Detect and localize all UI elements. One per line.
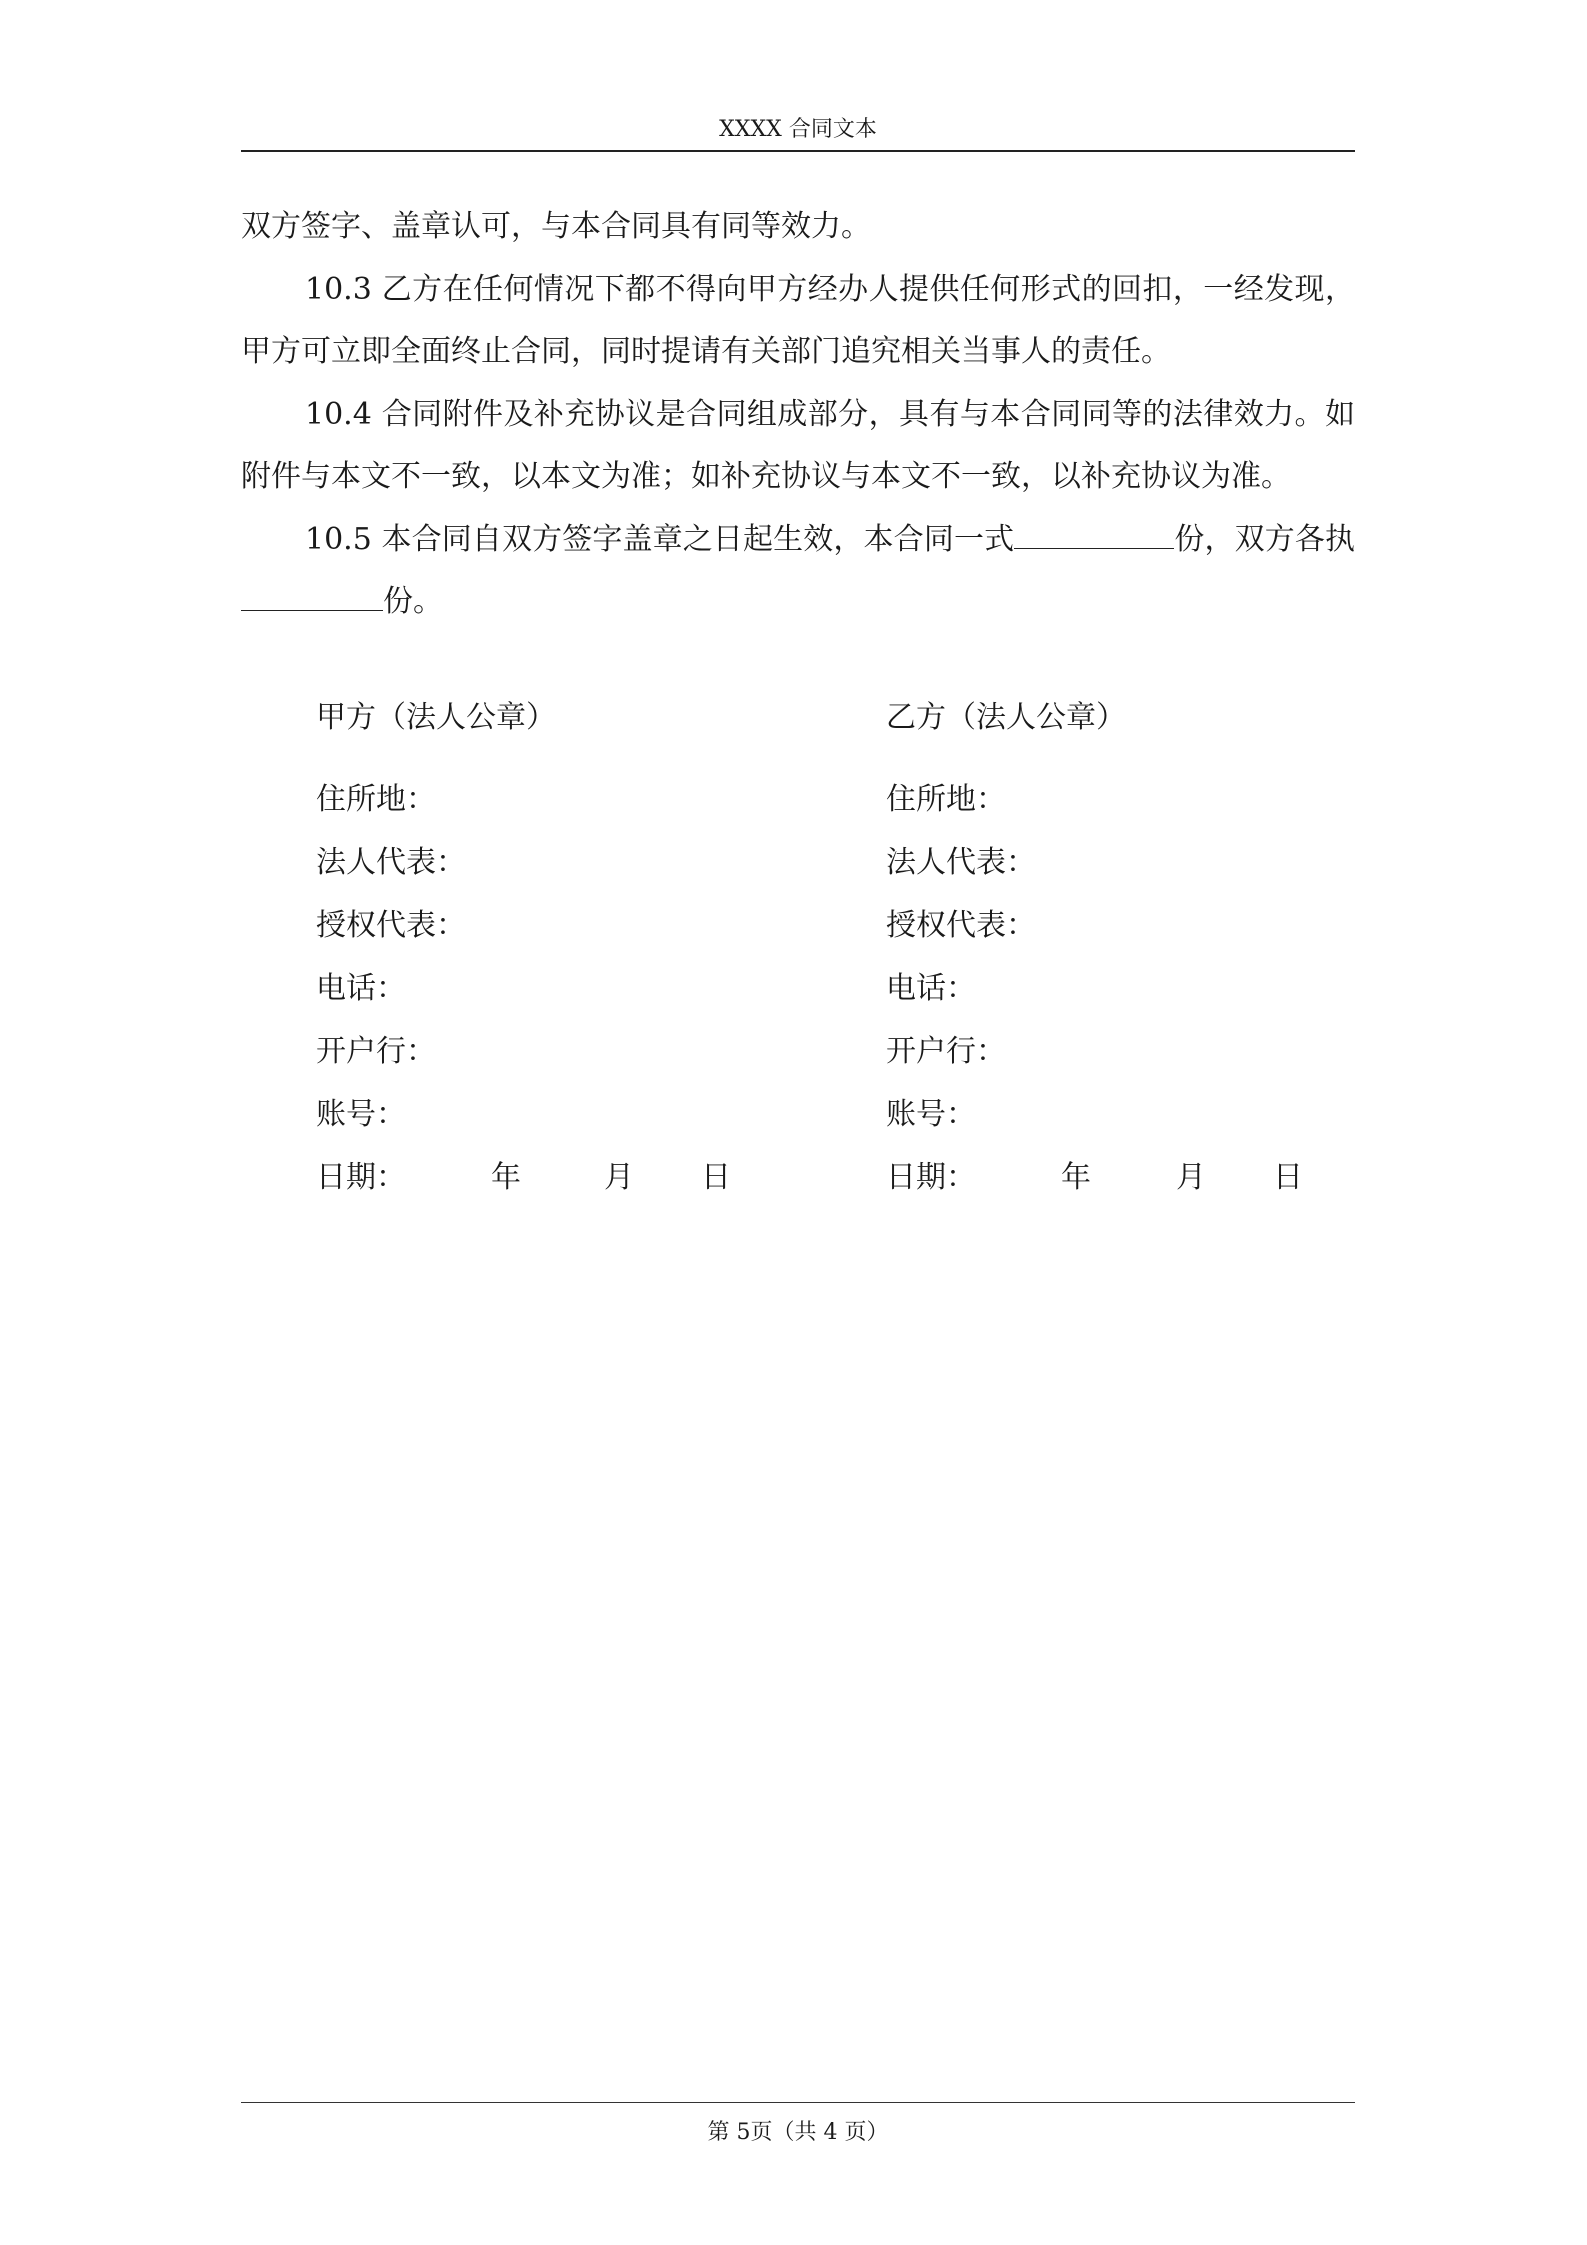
party-a-authorized-rep: 授权代表： — [316, 908, 466, 943]
party-a-date-label: 日期： — [316, 1160, 406, 1195]
party-b-day: 日 — [1273, 1160, 1303, 1195]
page-number: 第 5页（共 4 页） — [707, 2120, 889, 2145]
party-b-date-label: 日期： — [886, 1160, 976, 1195]
clause-10-4: 10.4 合同附件及补充协议是合同组成部分，具有与本合同同等的法律效力。如附件与本文不一致，以本文为准；如补充协议与本文不一致，以补充协议为准。 — [241, 396, 1355, 494]
copies-total-blank[interactable] — [1014, 518, 1174, 549]
party-a-phone: 电话： — [316, 971, 406, 1006]
party-b-month: 月 — [1176, 1160, 1206, 1195]
party-a-address: 住所地： — [316, 782, 436, 817]
clause-10-3: 10.3 乙方在任何情况下都不得向甲方经办人提供任何形式的回扣，一经发现，甲方可立即全面终止合同，同时提请有关部门追究相关当事人的责任。 — [241, 271, 1355, 369]
page-footer — [241, 2102, 1355, 2146]
party-a-date — [316, 1146, 731, 1209]
clause-10-5-text-1: 10.5 本合同自双方签字盖章之日起生效，本合同一式 — [305, 521, 1015, 557]
copies-each-blank[interactable] — [241, 580, 383, 611]
party-a-signature-block — [316, 688, 731, 1209]
clause-10-5-text-3: 份。 — [383, 584, 443, 619]
party-a-title: 甲方（法人公章） — [316, 700, 556, 735]
party-b-title: 乙方（法人公章） — [886, 700, 1126, 735]
header-title: XXXX 合同文本 — [719, 117, 877, 142]
party-a-bank: 开户行： — [316, 1034, 436, 1069]
party-b-year: 年 — [1061, 1160, 1091, 1195]
page-header — [241, 110, 1355, 152]
party-a-legal-rep: 法人代表： — [316, 845, 466, 880]
party-b-bank: 开户行： — [886, 1034, 1006, 1069]
party-a-account: 账号： — [316, 1097, 406, 1132]
party-b-authorized-rep: 授权代表： — [886, 908, 1036, 943]
paragraph-continuation: 双方签字、盖章认可，与本合同具有同等效力。 — [241, 209, 871, 244]
contract-body — [241, 196, 1355, 634]
party-b-legal-rep: 法人代表： — [886, 845, 1036, 880]
party-b-phone: 电话： — [886, 971, 976, 1006]
clause-10-5 — [241, 509, 1355, 634]
party-a-year: 年 — [491, 1160, 521, 1195]
party-b-signature-block — [886, 688, 1303, 1209]
party-b-address: 住所地： — [886, 782, 1006, 817]
party-a-day: 日 — [701, 1160, 731, 1195]
party-b-date — [886, 1146, 1303, 1209]
party-b-account: 账号： — [886, 1097, 976, 1132]
clause-10-5-text-2: 份，双方各执 — [1174, 521, 1356, 557]
party-a-month: 月 — [604, 1160, 634, 1195]
